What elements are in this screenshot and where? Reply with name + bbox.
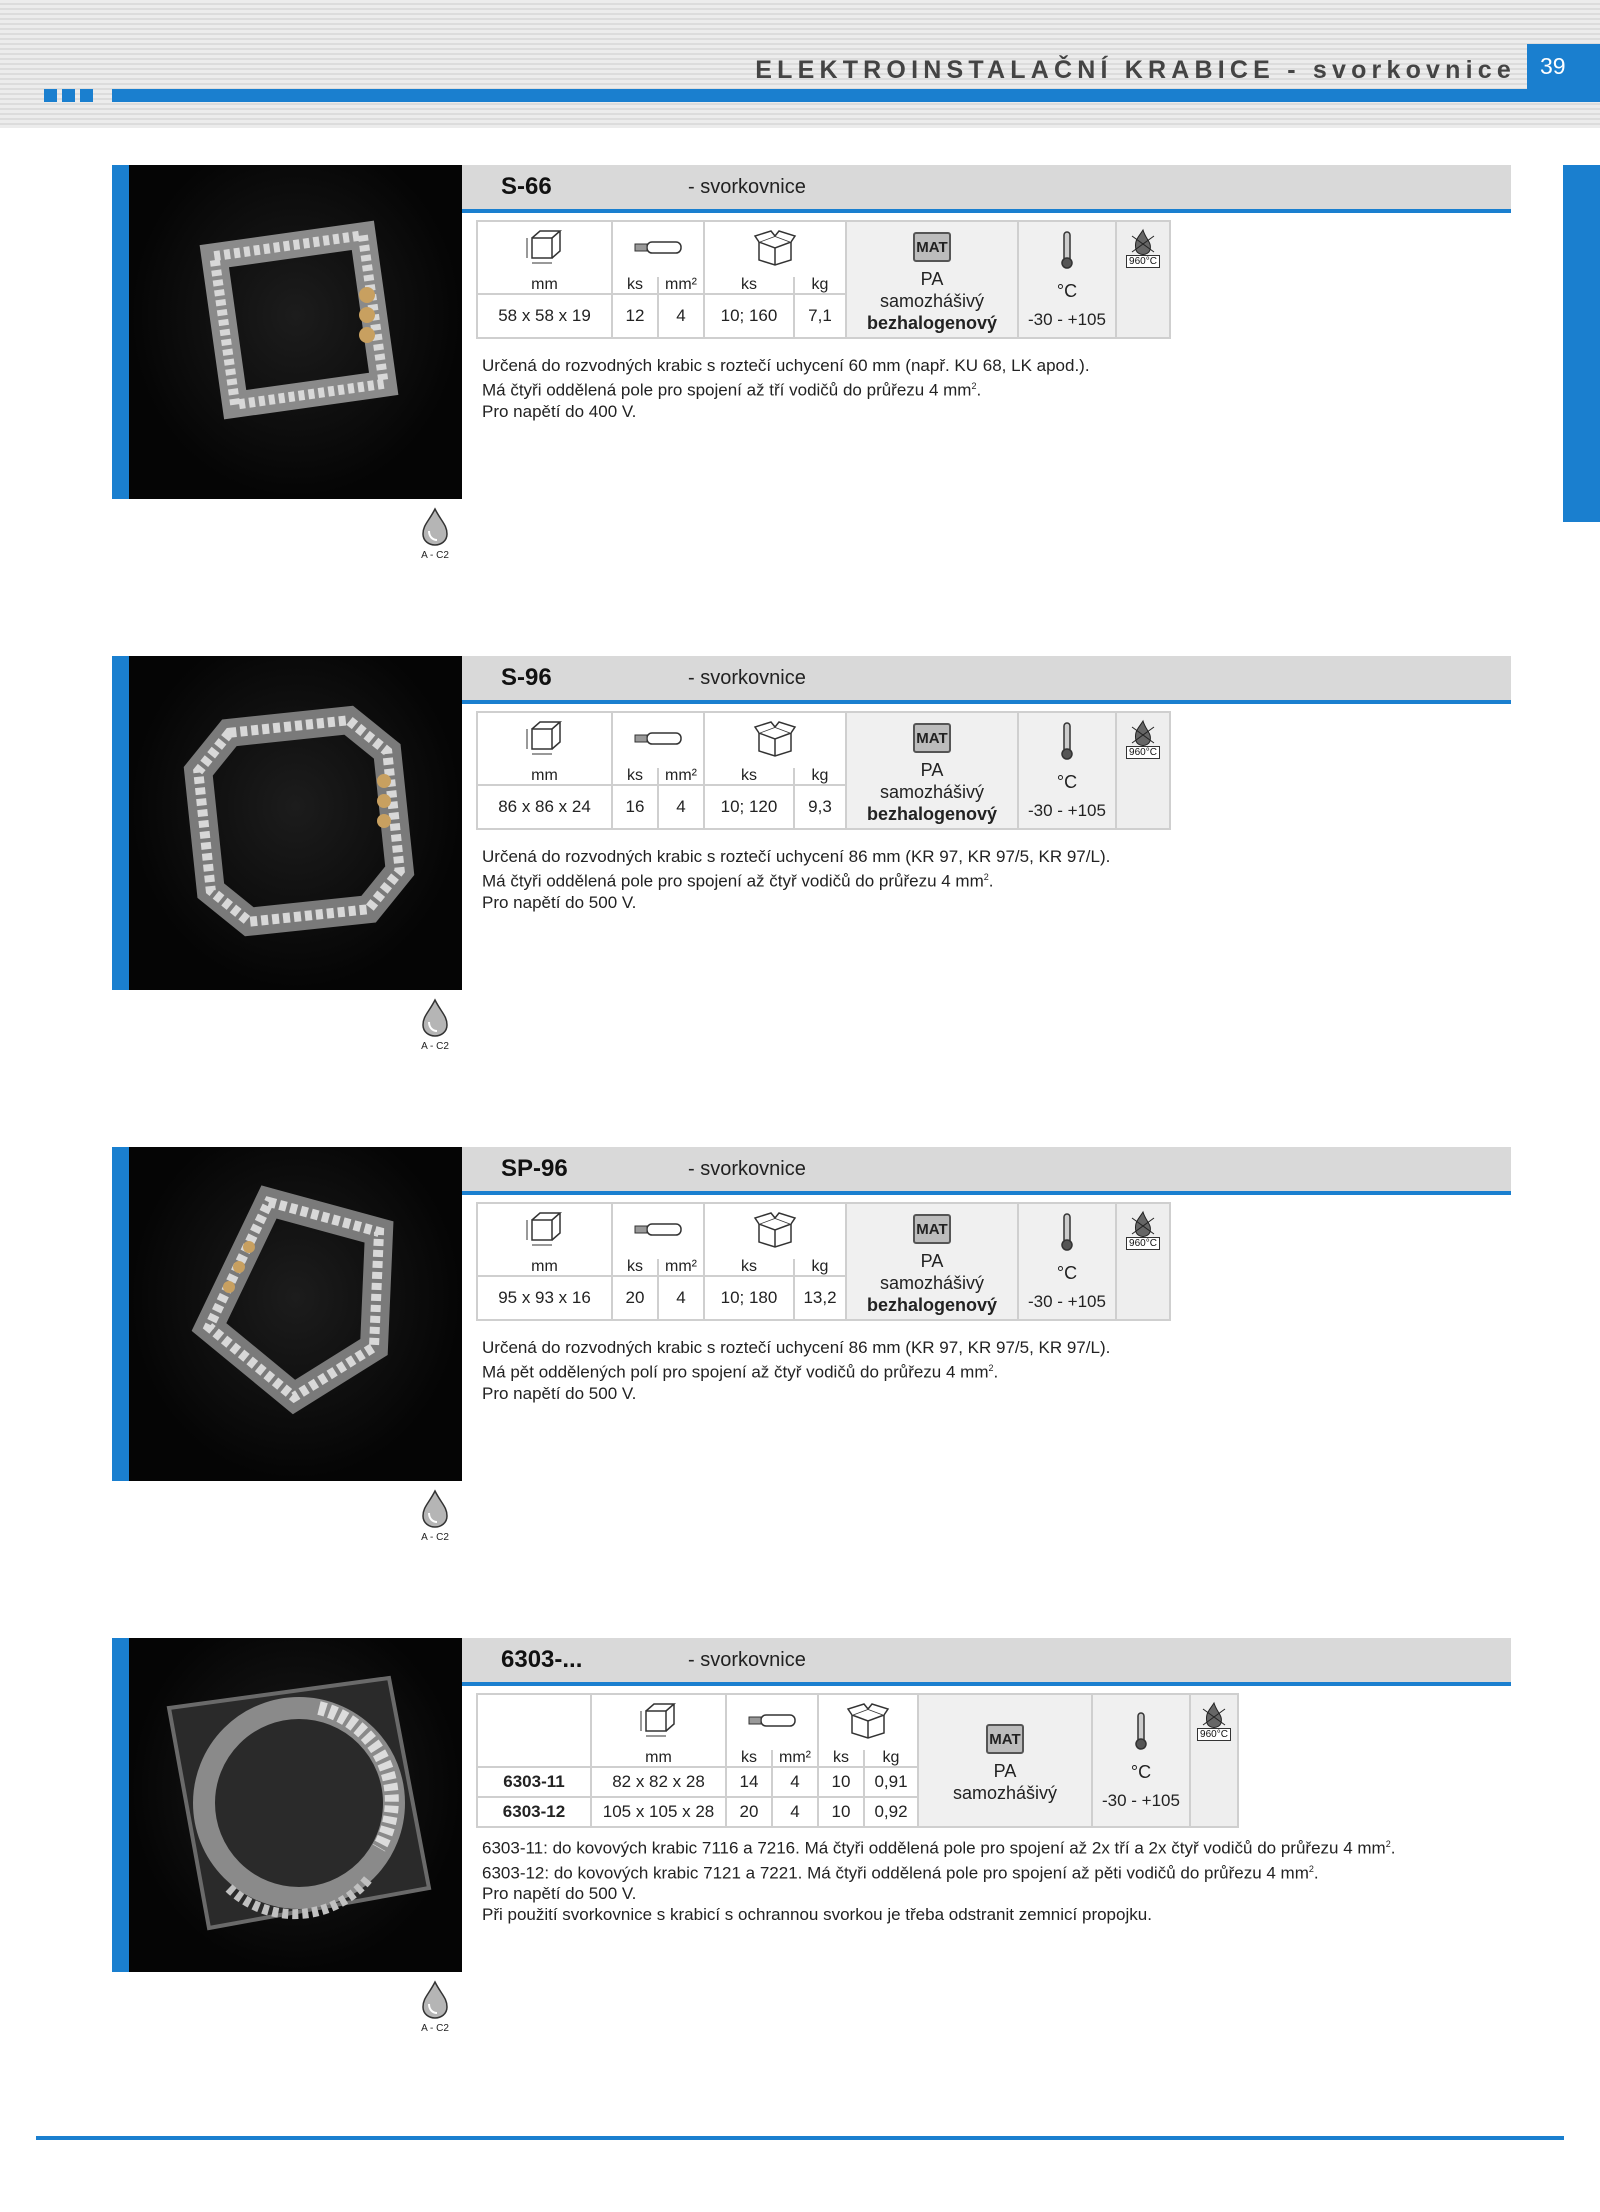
material-cell (846, 221, 1018, 338)
unit-label: mm² (658, 1259, 704, 1276)
conductor-icon (747, 1710, 797, 1730)
count-value: 16 (612, 785, 658, 829)
conductor-icon (633, 728, 683, 748)
product-title-bar (462, 1638, 1511, 1686)
weight-value: 0,91 (864, 1767, 918, 1797)
flammability-class-icon: A - C2 (417, 507, 453, 561)
cross-section-value: 4 (658, 294, 704, 338)
variant-code: 6303-11 (477, 1767, 591, 1797)
weight-value: 13,2 (794, 1276, 846, 1320)
temperature-range: -30 - +105 (1028, 800, 1106, 820)
material-cell (846, 1203, 1018, 1320)
thermometer-icon (1060, 721, 1074, 761)
header-square-decoration (80, 89, 93, 102)
product-code: S-96 (501, 664, 552, 691)
conductor-icon (633, 1219, 683, 1239)
material-line: bezhalogenový (866, 803, 998, 824)
photo-accent-bar (112, 1638, 129, 1972)
material-line: samozhášivý (952, 1782, 1058, 1803)
dimension-icon-cell (477, 221, 612, 277)
temperature-range: -30 - +105 (1028, 1291, 1106, 1311)
glow-wire-cell (1190, 1694, 1238, 1827)
material-badge: MAT (986, 1724, 1024, 1754)
conductor-icon (633, 237, 683, 257)
page-number: 39 (1527, 44, 1600, 90)
unit-label: ks (726, 1750, 772, 1767)
product-desc: - svorkovnice (688, 1158, 806, 1180)
unit-label: kg (864, 1750, 918, 1767)
product-code: 6303-... (501, 1646, 583, 1673)
unit-label: mm (477, 1259, 612, 1276)
spec-table (476, 220, 1171, 339)
package-icon-cell (818, 1694, 918, 1750)
temperature-cell (1018, 712, 1116, 829)
product-desc: - svorkovnice (688, 1649, 806, 1671)
package-icon-cell (704, 1203, 846, 1259)
glow-wire-test-icon: 960°C (1124, 1210, 1162, 1250)
product-photo (129, 1638, 462, 1972)
dimensions-value: 58 x 58 x 19 (477, 294, 612, 338)
photo-accent-bar (112, 1147, 129, 1481)
count-value: 12 (612, 294, 658, 338)
cross-section-value: 4 (772, 1767, 818, 1797)
package-box-icon (753, 228, 797, 266)
blank-cell (477, 1694, 591, 1750)
dimensions-value: 86 x 86 x 24 (477, 785, 612, 829)
unit-label: mm² (658, 277, 704, 294)
conductor-icon-cell (612, 221, 704, 277)
product-sp96 (0, 1147, 1600, 1617)
product-title-bar (462, 1147, 1511, 1195)
cross-section-value: 4 (658, 1276, 704, 1320)
material-badge: MAT (913, 232, 951, 262)
unit-label: kg (794, 1259, 846, 1276)
glow-wire-cell (1116, 1203, 1170, 1320)
unit-label: ks (612, 768, 658, 785)
product-photo (129, 656, 462, 990)
package-count-value: 10; 120 (704, 785, 794, 829)
spec-table (476, 1693, 1239, 1828)
variant-code: 6303-12 (477, 1797, 591, 1827)
temperature-unit: °C (1056, 771, 1078, 792)
material-line: bezhalogenový (866, 1294, 998, 1315)
flammability-class-icon: A - C2 (417, 998, 453, 1052)
weight-value: 7,1 (794, 294, 846, 338)
product-s66 (0, 165, 1600, 635)
product-description: Určená do rozvodných krabic s roztečí uchycení 60 mm (např. KU 68, LK apod.). Má čtyři oddělená pole pro spojení až tří vodičů do průřezu 4 $mm^2$. Pro napětí do 400 V. (482, 356, 1090, 421)
material-line: bezhalogenový (866, 312, 998, 333)
temperature-range: -30 - +105 (1102, 1790, 1180, 1810)
unit-label: mm (477, 768, 612, 785)
spec-table (476, 711, 1171, 830)
dimension-icon-cell (591, 1694, 726, 1750)
dimensions-value: 105 x 105 x 28 (591, 1797, 726, 1827)
temperature-unit: °C (1056, 1262, 1078, 1283)
package-count-value: 10 (818, 1797, 864, 1827)
count-value: 20 (612, 1276, 658, 1320)
unit-label: mm² (658, 768, 704, 785)
material-cell (846, 712, 1018, 829)
spec-table (476, 1202, 1171, 1321)
unit-label: ks (704, 277, 794, 294)
material-line: PA (920, 1250, 944, 1271)
temperature-cell (1018, 1203, 1116, 1320)
package-icon-cell (704, 712, 846, 768)
dimensions-value: 95 x 93 x 16 (477, 1276, 612, 1320)
photo-accent-bar (112, 656, 129, 990)
unit-label: mm² (772, 1750, 818, 1767)
conductor-icon-cell (612, 712, 704, 768)
flammability-class-icon: A - C2 (417, 1489, 453, 1543)
glow-wire-test-icon: 960°C (1124, 719, 1162, 759)
package-box-icon (846, 1701, 890, 1739)
thermometer-icon (1134, 1711, 1148, 1751)
conductor-icon-cell (612, 1203, 704, 1259)
blank-cell (477, 1750, 591, 1767)
product-title-bar (462, 656, 1511, 704)
material-badge: MAT (913, 723, 951, 753)
material-cell (918, 1694, 1092, 1827)
page-header-title: ELEKTROINSTALAČNÍ KRABICE - svorkovnice (755, 56, 1516, 84)
material-line: samozhášivý (879, 290, 985, 311)
product-title-bar (462, 165, 1511, 213)
box-dimension-icon (524, 719, 566, 757)
cross-section-value: 4 (772, 1797, 818, 1827)
material-line: PA (920, 759, 944, 780)
material-line: samozhášivý (879, 1272, 985, 1293)
material-line: samozhášivý (879, 781, 985, 802)
product-description: 6303-11: do kovových krabic 7116 a 7216. Má čtyři oddělená pole pro spojení až 2x tří a 2x čtyř vodičů do průřezu 4 $mm^2$. 6303-12: do kovových krabic 7121 a 7221. Má čtyři oddělená pole pro spojení až pěti vodičů do průřezu 4 $mm^2$. Pro napětí do 500 V. Při použití svorkovnice s krabicí s ochrannou svorkou je třeba odstranit zemnicí propojku. (482, 1838, 1396, 1925)
product-code: S-66 (501, 173, 552, 200)
glow-wire-cell (1116, 221, 1170, 338)
count-value: 14 (726, 1767, 772, 1797)
header-square-decoration (44, 89, 57, 102)
header-square-decoration (62, 89, 75, 102)
product-s96 (0, 656, 1600, 1126)
product-desc: - svorkovnice (688, 667, 806, 689)
unit-label: ks (612, 277, 658, 294)
unit-label: ks (704, 1259, 794, 1276)
box-dimension-icon (638, 1701, 680, 1739)
package-icon-cell (704, 221, 846, 277)
weight-value: 0,92 (864, 1797, 918, 1827)
unit-label: mm (591, 1750, 726, 1767)
package-box-icon (753, 719, 797, 757)
package-count-value: 10 (818, 1767, 864, 1797)
temperature-cell (1092, 1694, 1190, 1827)
material-line: PA (920, 268, 944, 289)
unit-label: kg (794, 277, 846, 294)
dimension-icon-cell (477, 1203, 612, 1259)
thermometer-icon (1060, 1212, 1074, 1252)
package-box-icon (753, 1210, 797, 1248)
glow-wire-test-icon: 960°C (1124, 228, 1162, 268)
material-badge: MAT (913, 1214, 951, 1244)
unit-label: ks (612, 1259, 658, 1276)
temperature-unit: °C (1130, 1761, 1152, 1782)
material-line: PA (993, 1760, 1017, 1781)
product-description: Určená do rozvodných krabic s roztečí uchycení 86 mm (KR 97, KR 97/5, KR 97/L). Má čtyři oddělená pole pro spojení až čtyř vodičů do průřezu 4 $mm^2$. Pro napětí do 500 V. (482, 847, 1111, 912)
dimension-icon-cell (477, 712, 612, 768)
conductor-icon-cell (726, 1694, 818, 1750)
box-dimension-icon (524, 228, 566, 266)
temperature-cell (1018, 221, 1116, 338)
dimensions-value: 82 x 82 x 28 (591, 1767, 726, 1797)
unit-label: ks (704, 768, 794, 785)
weight-value: 9,3 (794, 785, 846, 829)
unit-label: ks (818, 1750, 864, 1767)
temperature-unit: °C (1056, 280, 1078, 301)
cross-section-value: 4 (658, 785, 704, 829)
glow-wire-cell (1116, 712, 1170, 829)
product-code: SP-96 (501, 1155, 568, 1182)
photo-accent-bar (112, 165, 129, 499)
package-count-value: 10; 160 (704, 294, 794, 338)
footer-line (36, 2136, 1564, 2140)
header-accent-bar (112, 89, 1600, 102)
product-description: Určená do rozvodných krabic s roztečí uchycení 86 mm (KR 97, KR 97/5, KR 97/L). Má pět oddělených polí pro spojení až čtyř vodičů do průřezu 4 $mm^2$. Pro napětí do 500 V. (482, 1338, 1111, 1403)
product-photo (129, 165, 462, 499)
product-desc: - svorkovnice (688, 176, 806, 198)
unit-label: mm (477, 277, 612, 294)
temperature-range: -30 - +105 (1028, 309, 1106, 329)
glow-wire-test-icon: 960°C (1195, 1701, 1233, 1741)
count-value: 20 (726, 1797, 772, 1827)
product-photo (129, 1147, 462, 1481)
flammability-class-icon: A - C2 (417, 1980, 453, 2034)
product-6303 (0, 1638, 1600, 2108)
unit-label: kg (794, 768, 846, 785)
thermometer-icon (1060, 230, 1074, 270)
box-dimension-icon (524, 1210, 566, 1248)
package-count-value: 10; 180 (704, 1276, 794, 1320)
